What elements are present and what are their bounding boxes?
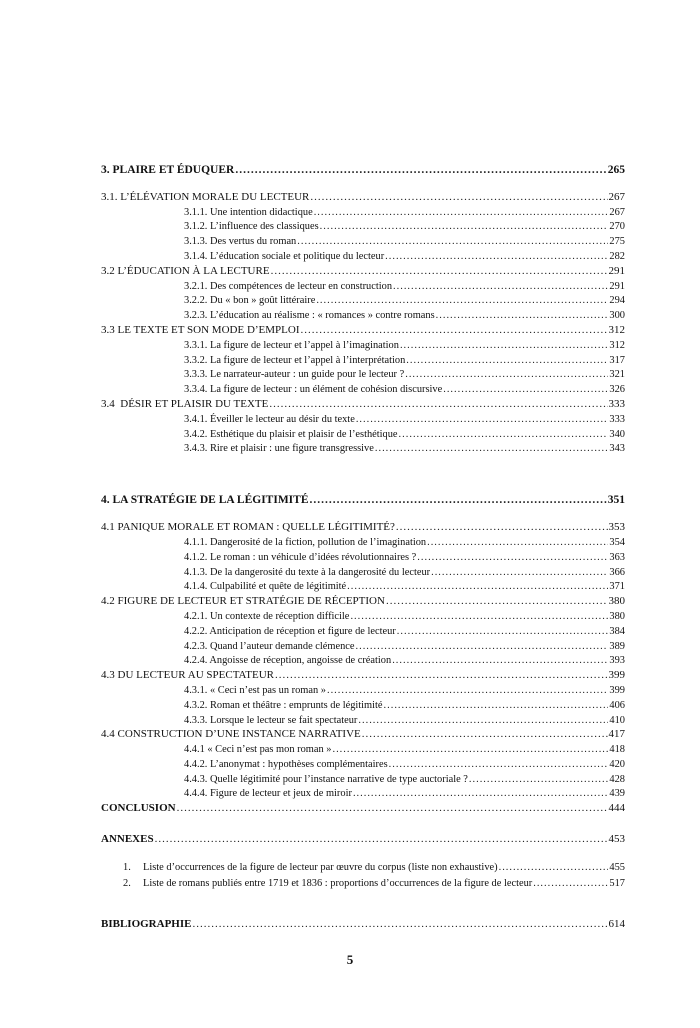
toc-leader: [301, 324, 608, 336]
toc-subsection: [101, 622, 625, 637]
toc-subsection: [101, 740, 625, 755]
toc-title: 4.1 PANIQUE MORALE ET ROMAN : QUELLE LÉGITIMITÉ?: [101, 521, 395, 534]
toc-subsection: [101, 785, 625, 800]
toc-title: 4.2.4. Angoisse de réception, angoisse de création: [184, 655, 392, 667]
toc-leader: [275, 669, 608, 681]
toc-page: 393: [609, 655, 625, 667]
toc-leader: [327, 685, 608, 696]
toc-page: 371: [609, 581, 625, 593]
toc-subsection: [101, 533, 625, 548]
toc-section: [101, 262, 625, 277]
toc-conclusion: [101, 799, 625, 814]
toc-title: ANNEXES: [101, 833, 154, 846]
toc-page: 270: [609, 221, 625, 233]
toc-page: 291: [608, 264, 625, 277]
toc-page: 410: [609, 714, 625, 726]
toc-subsection: [101, 755, 625, 770]
toc-page: 326: [609, 384, 625, 396]
toc-page: 333: [608, 397, 625, 410]
toc-title: 3.1.3. Des vertus du roman: [184, 236, 297, 248]
toc-subsection: [101, 336, 625, 351]
toc-leader: [397, 626, 609, 637]
toc-leader: [399, 429, 609, 440]
toc-title: 4. LA STRATÉGIE DE LA LÉGITIMITÉ: [101, 494, 309, 507]
toc-page: 343: [609, 443, 625, 455]
toc-title: CONCLUSION: [101, 802, 176, 815]
toc-title: 4.3.3. Lorsque le lecteur se fait spectateur: [184, 714, 358, 726]
toc-page: 380: [609, 610, 625, 622]
toc-page: 312: [609, 339, 625, 351]
toc-page: 351: [607, 494, 625, 507]
toc-subsection: [101, 578, 625, 593]
toc-leader: [356, 641, 609, 652]
toc-subsection: [101, 770, 625, 785]
toc-leader: [177, 802, 608, 814]
toc-title: 3.3.4. La figure de lecteur : un élément de cohésion discursive: [184, 384, 443, 396]
toc-title: 4.1.2. Le roman : un véhicule d’idées révolutionnaires ?: [184, 551, 417, 563]
toc-leader: [406, 355, 608, 366]
toc-title: 3. PLAIRE ET ÉDUQUER: [101, 164, 235, 176]
toc-title: [123, 862, 498, 873]
toc-leader: [417, 552, 608, 563]
toc-leader: [499, 862, 609, 873]
toc-title: 4.4 CONSTRUCTION D’UNE INSTANCE NARRATIVE: [101, 728, 361, 741]
toc-page: 399: [609, 684, 625, 696]
toc-leader: [443, 384, 608, 395]
toc-leader: [356, 414, 609, 425]
toc-subsection: [101, 277, 625, 292]
toc-page: 265: [607, 164, 625, 176]
toc-page: 366: [609, 566, 625, 578]
toc-page: 321: [609, 369, 625, 381]
toc-section: [101, 592, 625, 607]
toc-leader: [386, 595, 608, 607]
toc-subsection: [101, 232, 625, 247]
toc-leader: [533, 878, 608, 889]
toc-leader: [310, 494, 607, 506]
toc-title: 3.3.2. La figure de lecteur et l’appel à l’interprétation: [184, 354, 406, 366]
toc-subsection: [101, 652, 625, 667]
toc-leader: [358, 715, 608, 726]
toc-title: 3.3 LE TEXTE ET SON MODE D’EMPLOI: [101, 323, 300, 336]
toc-leader: [314, 207, 609, 218]
toc-page: 444: [608, 802, 625, 815]
toc-title: 4.3 DU LECTEUR AU SPECTATEUR: [101, 669, 274, 682]
toc-title: 3.4.1. Éveiller le lecteur au désir du texte: [184, 413, 355, 425]
toc-subsection: [101, 366, 625, 381]
toc-title: 4.3.1. « Ceci n’est pas un roman »: [184, 684, 326, 696]
toc-title: 4.4.2. L’anonymat : hypothèses complémentaires: [184, 758, 388, 770]
toc-page: 439: [609, 788, 625, 800]
toc-page: 455: [609, 862, 625, 874]
toc-title: 4.4.1 « Ceci n’est pas mon roman »: [184, 744, 332, 756]
toc-leader: [269, 398, 607, 410]
annex-number: 1.: [123, 862, 131, 874]
toc-chapter-4: [101, 486, 625, 506]
toc-title: 4.2.2. Anticipation de réception et figure de lecteur: [184, 625, 396, 637]
toc-leader: [332, 744, 608, 755]
toc-leader: [316, 295, 608, 306]
toc-page: 317: [609, 354, 625, 366]
toc-title: 4.2.1. Un contexte de réception difficile: [184, 610, 350, 622]
toc-page: 384: [609, 625, 625, 637]
table-of-contents: [101, 156, 625, 930]
toc-page: 267: [609, 206, 625, 218]
toc-bibliographie: [101, 915, 625, 930]
toc-title: 4.4.3. Quelle légitimité pour l’instance narrative de type auctoriale ?: [184, 773, 468, 785]
toc-leader: [385, 251, 608, 262]
toc-annex-item: [101, 873, 625, 889]
toc-page: 614: [608, 917, 625, 930]
toc-page: 282: [609, 250, 625, 262]
toc-title: 4.2 FIGURE DE LECTEUR ET STRATÉGIE DE RÉCEPTION: [101, 595, 385, 608]
toc-section: [101, 726, 625, 741]
toc-leader: [362, 728, 608, 740]
toc-subsection: [101, 563, 625, 578]
toc-subsection: [101, 548, 625, 563]
toc-page: 275: [609, 236, 625, 248]
toc-page: 267: [608, 190, 625, 203]
toc-subsection: [101, 410, 625, 425]
toc-leader: [353, 788, 608, 799]
toc-section: [101, 518, 625, 533]
toc-leader: [375, 443, 609, 454]
toc-page: 406: [609, 699, 625, 711]
toc-page: 517: [609, 878, 625, 890]
toc-title: 4.4.4. Figure de lecteur et jeux de miroir: [184, 788, 352, 800]
toc-page: 354: [609, 536, 625, 548]
toc-title: 4.1.3. De la dangerosité du texte à la dangerosité du lecteur: [184, 566, 431, 578]
toc-title: 3.2.2. Du « bon » goût littéraire: [184, 295, 316, 307]
toc-subsection: [101, 292, 625, 307]
toc-page: 428: [609, 773, 625, 785]
toc-chapter-3: [101, 156, 625, 176]
toc-title: [123, 878, 532, 889]
toc-subsection: [101, 247, 625, 262]
toc-page: 380: [608, 595, 625, 608]
toc-leader: [347, 581, 608, 592]
toc-title: 3.1.2. L’influence des classiques: [184, 221, 319, 233]
annex-title: Liste de romans publiés entre 1719 et 1836 : proportions d’occurrences de la figure de lecteur: [143, 878, 533, 890]
toc-page: 420: [609, 758, 625, 770]
toc-leader: [297, 236, 608, 247]
toc-title: 4.1.4. Culpabilité et quête de légitimité: [184, 581, 347, 593]
toc-section: [101, 188, 625, 203]
toc-page: 333: [609, 413, 625, 425]
toc-title: 3.1.1. Une intention didactique: [184, 206, 313, 218]
toc-leader: [235, 164, 606, 176]
toc-title: 4.1.1. Dangerosité de la fiction, pollution de l’imagination: [184, 536, 427, 548]
toc-subsection: [101, 380, 625, 395]
toc-annex-item: [101, 857, 625, 873]
toc-leader: [405, 369, 608, 380]
toc-subsection: [101, 711, 625, 726]
toc-leader: [396, 521, 608, 533]
toc-leader: [192, 918, 607, 930]
toc-title: BIBLIOGRAPHIE: [101, 917, 192, 930]
toc-leader: [271, 265, 608, 277]
toc-leader: [469, 774, 609, 785]
toc-subsection: [101, 218, 625, 233]
toc-title: 3.4.2. Esthétique du plaisir et plaisir de l’esthétique: [184, 428, 398, 440]
toc-annexes: [101, 830, 625, 845]
toc-leader: [393, 281, 608, 292]
annex-title: Liste d’occurrences de la figure de lecteur par œuvre du corpus (liste non exhaustive): [143, 862, 498, 874]
toc-subsection: [101, 696, 625, 711]
toc-page: 389: [609, 640, 625, 652]
toc-title: 3.2.3. L’éducation au réalisme : « romances » contre romans: [184, 310, 435, 322]
toc-page: 399: [608, 669, 625, 682]
toc-subsection: [101, 351, 625, 366]
toc-title: 3.1.4. L’éducation sociale et politique du lecteur: [184, 250, 385, 262]
toc-title: 3.2.1. Des compétences de lecteur en construction: [184, 280, 393, 292]
toc-page: 363: [609, 551, 625, 563]
toc-section: [101, 666, 625, 681]
toc-leader: [320, 221, 609, 232]
toc-subsection: [101, 306, 625, 321]
toc-title: 3.2 L’ÉDUCATION À LA LECTURE: [101, 264, 270, 277]
toc-page: 418: [609, 744, 625, 756]
toc-leader: [392, 655, 608, 666]
toc-subsection: [101, 440, 625, 455]
toc-title: 3.4 DÉSIR ET PLAISIR DU TEXTE: [101, 397, 269, 410]
toc-leader: [436, 310, 609, 321]
toc-subsection: [101, 607, 625, 622]
toc-section: [101, 321, 625, 336]
toc-leader: [350, 611, 608, 622]
toc-title: 3.1. L’ÉLÉVATION MORALE DU LECTEUR: [101, 190, 310, 203]
toc-subsection: [101, 203, 625, 218]
toc-subsection: [101, 681, 625, 696]
toc-title: 3.3.3. Le narrateur-auteur : un guide pour le lecteur ?: [184, 369, 405, 381]
toc-page: 353: [608, 521, 625, 534]
toc-leader: [310, 191, 607, 203]
toc-page: 417: [608, 728, 625, 741]
toc-section: [101, 395, 625, 410]
toc-title: 4.3.2. Roman et théâtre : emprunts de légitimité: [184, 699, 383, 711]
toc-page: 312: [608, 323, 625, 336]
annex-number: 2.: [123, 878, 131, 890]
toc-leader: [400, 340, 608, 351]
toc-subsection: [101, 637, 625, 652]
toc-title: 3.4.3. Rire et plaisir : une figure transgressive: [184, 443, 374, 455]
toc-title: 4.2.3. Quand l’auteur demande clémence: [184, 640, 355, 652]
toc-leader: [427, 537, 608, 548]
toc-subsection: [101, 425, 625, 440]
toc-page: 453: [608, 833, 625, 846]
toc-page: 300: [609, 310, 625, 322]
toc-leader: [155, 833, 608, 845]
page-number: 5: [346, 952, 354, 967]
toc-leader: [389, 759, 609, 770]
toc-leader: [384, 700, 609, 711]
toc-page: 291: [609, 280, 625, 292]
toc-page: 340: [609, 428, 625, 440]
toc-page: 294: [609, 295, 625, 307]
toc-leader: [431, 567, 608, 578]
toc-title: 3.3.1. La figure de lecteur et l’appel à l’imagination: [184, 339, 399, 351]
